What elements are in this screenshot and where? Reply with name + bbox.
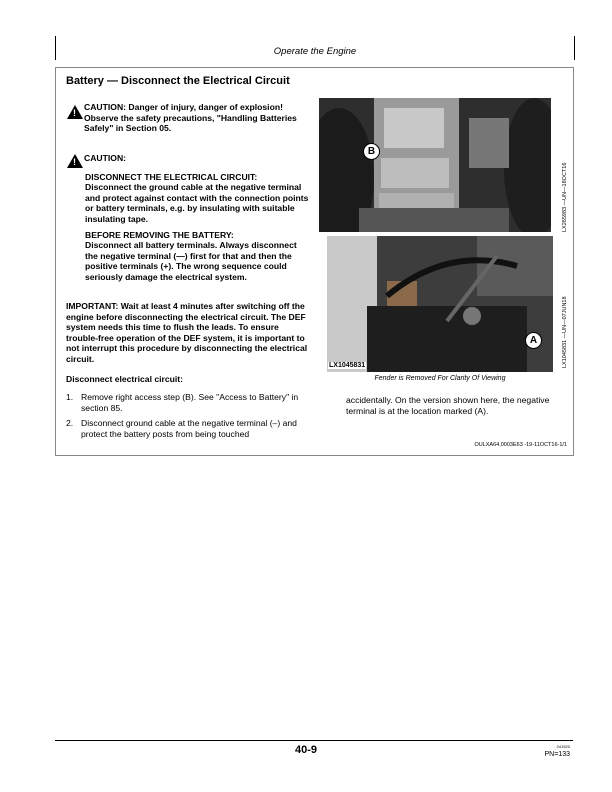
callout-a: A [525,332,542,349]
callout-b: B [363,143,380,160]
warning-icon [67,154,83,168]
caution-2-p1-head: DISCONNECT THE ELECTRICAL CIRCUIT: [85,172,258,182]
step-number: 1. [66,392,74,402]
page-number: 40-9 [294,744,318,756]
photo-2-id: LX1045831 —UN—07JUN18 [562,296,568,368]
subheading: Disconnect electrical circuit: [66,374,184,384]
caution-1: CAUTION: Danger of injury, danger of explosion! Observe the safety precautions, "Handling Batteries Safely" in Section 05. [84,102,297,134]
pn-number: PN=133 [544,751,570,758]
header-frame [55,36,575,60]
photo-access-step-drawing [319,98,551,232]
step-text: Remove right access step (B). See "Access to Battery" in section 85. [81,392,299,413]
warning-icon [67,105,83,119]
photo-caption: Fender is Removed For Clarity Of Viewing [374,375,506,382]
running-head: Operate the Engine [273,46,357,57]
section-title: Battery — Disconnect the Electrical Circuit [66,75,290,87]
caution-2-p1: Disconnect the ground cable at the negative terminal and protect against contact with the connection points or battery terminals, e.g. by insulating with suitable insulating tape. [85,182,309,224]
photo-2-label: LX1045831 [329,362,366,369]
photo-battery [327,236,553,372]
continued-text: accidentally. On the version shown here, the negative terminal is at the location marked (A). [346,395,550,416]
photo-access-step [319,98,551,232]
footer-code: 041520 [556,744,570,749]
reference-code: OULXA64,0003E63 -19-11OCT16-1/1 [474,442,567,448]
step-text: Disconnect ground cable at the negative terminal (–) and protect the battery posts from being touched [81,418,297,439]
footer-rule [55,740,573,741]
step-number: 2. [66,418,74,428]
caution-2-p2-head: BEFORE REMOVING THE BATTERY: [85,230,234,240]
photo-battery-drawing [327,236,553,372]
photo-1-id: LX265983 —UN—18OCT16 [562,162,568,232]
caution-2-p2: Disconnect all battery terminals. Always disconnect the negative terminal (—) first for that and then the positive terminals (+). The wrong sequence could seriously damage the electrical system. [85,240,297,282]
caution-2-title: CAUTION: [84,153,127,163]
content-box [55,67,574,456]
important-note: IMPORTANT: Wait at least 4 minutes after switching off the engine before disconnecting the electrical circuit. The DEF system needs this time to flush the leads. To ensure trouble-free operation of the DEF system, it is important to not interrupt this procedure by disconnecting the electrical circuit. [66,301,308,364]
